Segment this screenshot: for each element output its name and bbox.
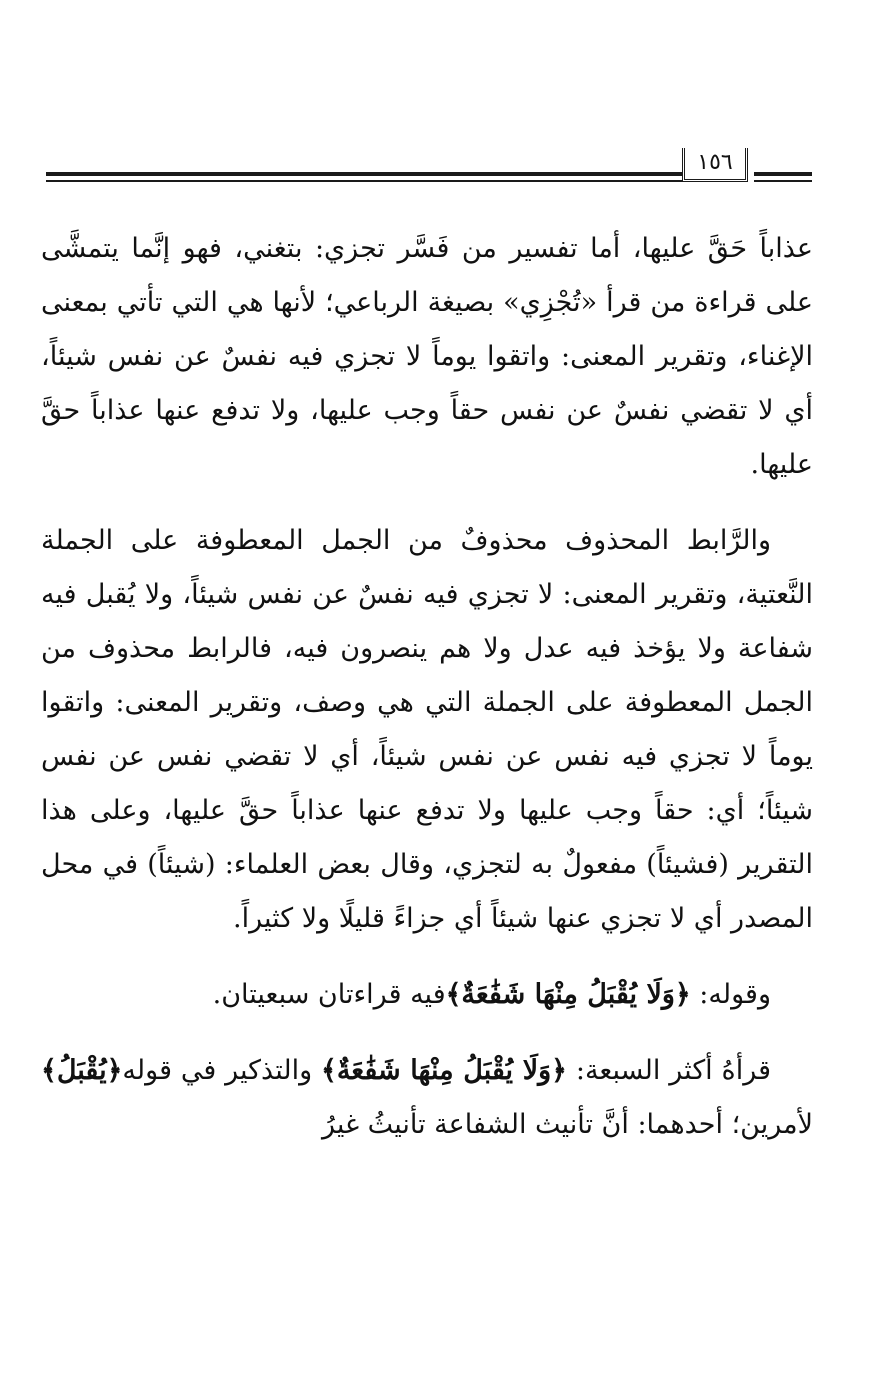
page-number: ١٥٦ (682, 148, 748, 182)
paragraph-2: والرَّابط المحذوف محذوفٌ من الجمل المعطوفة على الجملة النَّعتية، وتقرير المعنى: لا تجزي فيه نفسٌ عن نفس شيئاً، ولا يُقبل فيه شفاعة ولا يؤخذ فيه عدل ولا هم ينصرون فيه، فالرابط محذوف من الجمل المعطوفة على الجملة التي هي وصف، وتقرير المعنى: واتقوا يوماً لا تجزي فيه نفس عن نفس شيئاً، أي لا تقضي نفس عن نفس شيئاً؛ أي: حقاً وجب عليها ولا تدفع عنها عذاباً حقَّ عليها، وعلى هذا التقرير (فشيئاً) مفعولٌ به لتجزي، وقال بعض العلماء: (شيئاً) في محل المصدر أي لا تجزي عنها شيئاً أي جزاءً قليلًا ولا كثيراً. (41, 525, 813, 934)
header-rule-left (46, 172, 706, 184)
paragraph-3-suffix: فيه قراءتان سبعيتان. (212, 979, 446, 1010)
quran-word: ﴿يُقْبَلُ﴾ (41, 1055, 123, 1086)
paragraph-4-suffix: لأمرين؛ أحدهما: أنَّ تأنيث الشفاعة تأنيثُ غيرُ (321, 1109, 813, 1140)
header-rule-right (754, 172, 812, 184)
paragraph-3-prefix: وقوله: (690, 979, 771, 1010)
paragraph-1: عذاباً حَقَّ عليها، أما تفسير من فَسَّر تجزي: بتغني، فهو إنَّما يتمشَّى على قراءة من قرأ «تُجْزِي» بصيغة الرباعي؛ لأنها هي التي تأتي بمعنى الإغناء، وتقرير المعنى: واتقوا يوماً لا تجزي فيه نفسٌ عن نفس شيئاً، أي لا تقضي نفسٌ عن نفس حقاً وجب عليها، ولا تدفع عنها عذاباً حقَّ عليها. (41, 233, 813, 480)
paragraph-4-middle: والتذكير في قوله (122, 1055, 321, 1086)
paragraph-3 (41, 968, 813, 1022)
paragraph-4-prefix: قرأهُ أكثر السبعة: (566, 1055, 772, 1086)
quran-verse-2: ﴿وَلَا يُقْبَلُ مِنْهَا شَفَٰعَةٌ﴾ (321, 1055, 567, 1086)
quran-verse: ﴿وَلَا يُقْبَلُ مِنْهَا شَفَٰعَةٌ﴾ (445, 979, 691, 1010)
page-body (41, 222, 813, 1174)
page-header (40, 150, 812, 192)
paragraph-4 (41, 1044, 813, 1152)
